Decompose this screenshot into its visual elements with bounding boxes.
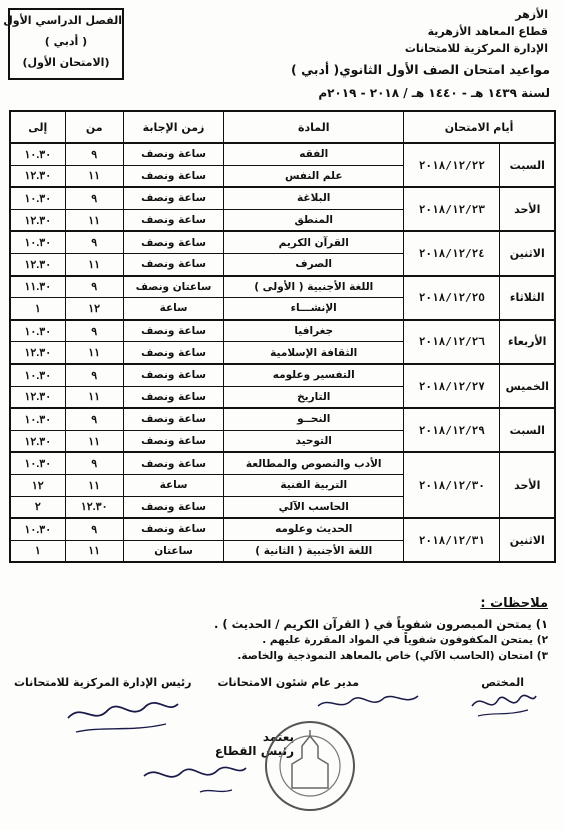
date-cell: ٢٠١٨/١٢/٢٢ (404, 143, 500, 187)
date-cell: ٢٠١٨/١٢/٢٦ (404, 320, 500, 364)
duration-cell: ساعة ونصف (123, 187, 224, 209)
subject-cell: الحديث وعلومه (224, 518, 404, 540)
semester-line: الفصل الدراسي الأول (3, 14, 122, 27)
to-cell: ١٠.٣٠ (10, 320, 65, 342)
day-cell: السبت (500, 408, 555, 452)
from-cell: ١١ (65, 342, 123, 364)
note-item: ١) يمتحن المبصرون شفوياً في ( القرآن الكريم / الحديث ) . (213, 617, 548, 631)
to-cell: ١٠.٣٠ (10, 518, 65, 540)
from-cell: ٩ (65, 518, 123, 540)
director-signature (314, 688, 424, 718)
subject-cell: البلاغة (224, 187, 404, 209)
table-body (10, 143, 555, 562)
org-line-sector: قطاع المعاهد الأزهرية (427, 25, 548, 38)
duration-cell: ساعة ونصف (123, 408, 224, 430)
to-cell: ١٠.٣٠ (10, 187, 65, 209)
head-central-signature (62, 692, 182, 742)
date-cell: ٢٠١٨/١٢/٢٩ (404, 408, 500, 452)
table-row (10, 187, 555, 209)
subject-cell: المنطق (224, 209, 404, 231)
note-item: ٣) امتحان (الحاسب الآلي) خاص بالمعاهد النموذجية والخاصة. (237, 650, 548, 662)
header-duration: زمن الإجابة (123, 111, 224, 143)
page-subtitle: لسنة ١٤٣٩ هـ - ١٤٤٠ هـ / ٢٠١٨ - ٢٠١٩م (318, 86, 550, 100)
from-cell: ٩ (65, 452, 123, 474)
notes-title: ملاحظات : (480, 596, 548, 611)
duration-cell: ساعة ونصف (123, 430, 224, 452)
signature-label-head-sector: رئيس القطاع (214, 744, 294, 758)
date-cell: ٢٠١٨/١٢/٣١ (404, 518, 500, 562)
subject-cell: جغرافيا (224, 320, 404, 342)
duration-cell: ساعة ونصف (123, 165, 224, 187)
notes-section (214, 596, 548, 664)
to-cell: ١٠.٣٠ (10, 143, 65, 165)
duration-cell: ساعة ونصف (123, 496, 224, 518)
header-days: أيام الامتحان (404, 111, 555, 143)
to-cell: ١٢.٣٠ (10, 253, 65, 275)
semester-box (3, 8, 124, 80)
from-cell: ١١ (65, 253, 123, 275)
signature-label-director: مدير عام شئون الامتحانات (217, 676, 359, 689)
from-cell: ٩ (65, 276, 123, 298)
date-cell: ٢٠١٨/١٢/٢٥ (404, 276, 500, 320)
date-cell: ٢٠١٨/١٢/٢٤ (404, 231, 500, 275)
table-row (10, 364, 555, 386)
subject-cell: الثقافة الإسلامية (224, 342, 404, 364)
to-cell: ١٢ (10, 474, 65, 496)
org-line-admin: الإدارة المركزية للامتحانات (404, 42, 548, 55)
subject-cell: التوحيد (224, 430, 404, 452)
subject-cell: اللغة الأجنبية ( الثانية ) (224, 540, 404, 562)
subject-cell: الصرف (224, 253, 404, 275)
day-cell: الاثنين (500, 518, 555, 562)
from-cell: ٩ (65, 364, 123, 386)
specialist-signature (468, 686, 540, 722)
from-cell: ٩ (65, 320, 123, 342)
exam-line: (الامتحان الأول) (22, 56, 110, 69)
table-row (10, 143, 555, 165)
duration-cell: ساعتان ونصف (123, 276, 224, 298)
day-cell: الثلاثاء (500, 276, 555, 320)
subject-cell: التفسير وعلومه (224, 364, 404, 386)
date-cell: ٢٠١٨/١٢/٢٧ (404, 364, 500, 408)
to-cell: ١٢.٣٠ (10, 165, 65, 187)
duration-cell: ساعة (123, 298, 224, 320)
from-cell: ٩ (65, 187, 123, 209)
table-row (10, 518, 555, 540)
subject-cell: التاريخ (224, 386, 404, 408)
to-cell: ١٠.٣٠ (10, 452, 65, 474)
to-cell: ١٢.٣٠ (10, 209, 65, 231)
subject-cell: الحاسب الآلي (224, 496, 404, 518)
day-cell: الخميس (500, 364, 555, 408)
approval-label: يعتمد (262, 730, 294, 744)
subject-cell: اللغة الأجنبية ( الأولى ) (224, 276, 404, 298)
from-cell: ١١ (65, 430, 123, 452)
org-header (405, 6, 548, 57)
duration-cell: ساعتان (123, 540, 224, 562)
to-cell: ١٠.٣٠ (10, 231, 65, 253)
subject-cell: النحــو (224, 408, 404, 430)
day-cell: الاثنين (500, 231, 555, 275)
from-cell: ١١ (65, 209, 123, 231)
duration-cell: ساعة ونصف (123, 518, 224, 540)
from-cell: ٩ (65, 408, 123, 430)
exam-schedule-table (9, 110, 556, 563)
duration-cell: ساعة ونصف (123, 452, 224, 474)
table-row (10, 320, 555, 342)
subject-cell: القرآن الكريم (224, 231, 404, 253)
subject-cell: علم النفس (224, 165, 404, 187)
duration-cell: ساعة ونصف (123, 253, 224, 275)
subject-cell: الإنشـــاء (224, 298, 404, 320)
org-line-azhar: الأزهر (515, 8, 548, 21)
subject-cell: التربية الفنية (224, 474, 404, 496)
from-cell: ١٢ (65, 298, 123, 320)
from-cell: ١١ (65, 386, 123, 408)
table-row (10, 408, 555, 430)
duration-cell: ساعة ونصف (123, 342, 224, 364)
from-cell: ١١ (65, 474, 123, 496)
note-item: ٢) يمتحن المكفوفون شفوياً في المواد المقررة عليهم . (262, 634, 548, 646)
day-cell: السبت (500, 143, 555, 187)
duration-cell: ساعة ونصف (123, 386, 224, 408)
from-cell: ٩ (65, 231, 123, 253)
duration-cell: ساعة ونصف (123, 364, 224, 386)
from-cell: ١١ (65, 540, 123, 562)
duration-cell: ساعة ونصف (123, 231, 224, 253)
to-cell: ١٢.٣٠ (10, 342, 65, 364)
to-cell: ١٢.٣٠ (10, 430, 65, 452)
to-cell: ١ (10, 540, 65, 562)
day-cell: الأحد (500, 452, 555, 518)
to-cell: ١ (10, 298, 65, 320)
subject-cell: الفقه (224, 143, 404, 165)
to-cell: ١٠.٣٠ (10, 408, 65, 430)
signature-label-specialist: المختص (481, 676, 524, 689)
table-header-row (10, 111, 555, 143)
to-cell: ٢ (10, 496, 65, 518)
head-sector-signature (140, 756, 250, 802)
from-cell: ٩ (65, 143, 123, 165)
table-row (10, 276, 555, 298)
table-row (10, 452, 555, 474)
date-cell: ٢٠١٨/١٢/٢٣ (404, 187, 500, 231)
to-cell: ١٢.٣٠ (10, 386, 65, 408)
to-cell: ١٠.٣٠ (10, 364, 65, 386)
track-line: ( أدبي ) (44, 35, 88, 48)
header-subject: المادة (224, 111, 404, 143)
duration-cell: ساعة ونصف (123, 320, 224, 342)
duration-cell: ساعة ونصف (123, 209, 224, 231)
from-cell: ١٢.٣٠ (65, 496, 123, 518)
signature-label-head-central: رئيس الإدارة المركزية للامتحانات (14, 676, 192, 689)
day-cell: الأربعاء (500, 320, 555, 364)
header-from: من (65, 111, 123, 143)
date-cell: ٢٠١٨/١٢/٣٠ (404, 452, 500, 518)
subject-cell: الأدب والنصوص والمطالعة (224, 452, 404, 474)
duration-cell: ساعة ونصف (123, 143, 224, 165)
header-to: إلى (10, 111, 65, 143)
day-cell: الأحد (500, 187, 555, 231)
duration-cell: ساعة (123, 474, 224, 496)
official-seal (262, 718, 358, 814)
to-cell: ١١.٣٠ (10, 276, 65, 298)
table-row (10, 231, 555, 253)
page-title: مواعيد امتحان الصف الأول الثانوي( أدبي ) (291, 62, 550, 77)
from-cell: ١١ (65, 165, 123, 187)
